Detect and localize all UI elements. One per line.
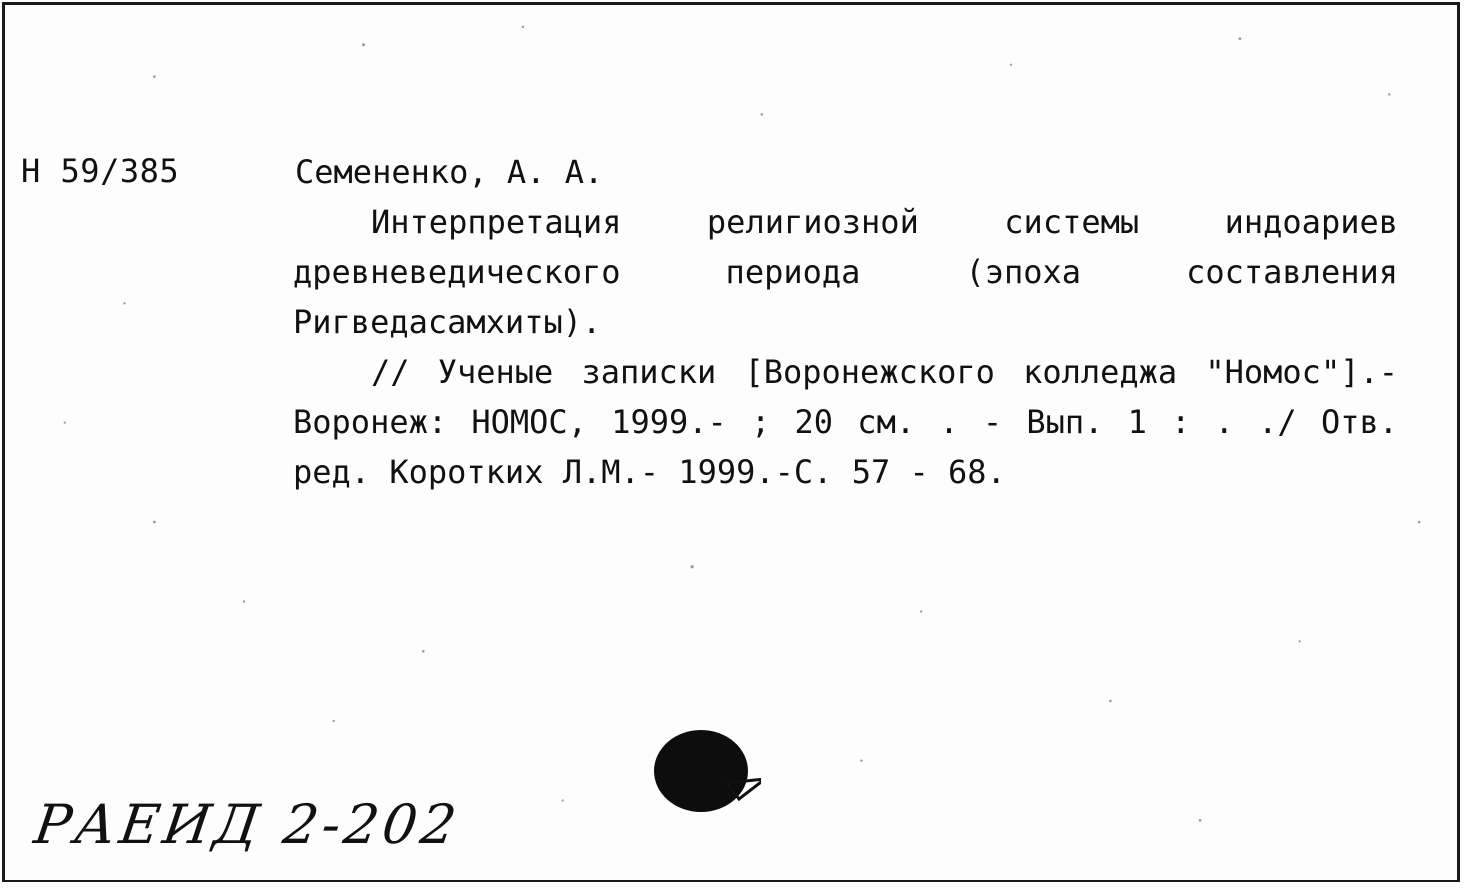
handwritten-call-number: РАЕИД 2-202 bbox=[30, 793, 464, 856]
catalog-card bbox=[2, 2, 1460, 882]
source-description: // Ученые записки [Воронежского колледжа "Номос"].- Воронеж: НОМОС, 1999.- ; 20 см. . - Вып. 1 : . ./ Отв. ред. Коротких Л.М.- 1999.-С. 57 - 68. bbox=[293, 353, 1398, 491]
author-heading: Семененко, А. А. bbox=[295, 153, 604, 191]
shelfmark: Н 59/385 bbox=[21, 152, 180, 190]
punch-hole-icon bbox=[653, 727, 761, 817]
work-title: Интерпретация религиозной системы индоариев древневедического периода (эпоха составления Ригведасамхиты). bbox=[293, 203, 1398, 341]
bibliographic-entry bbox=[293, 147, 1398, 497]
